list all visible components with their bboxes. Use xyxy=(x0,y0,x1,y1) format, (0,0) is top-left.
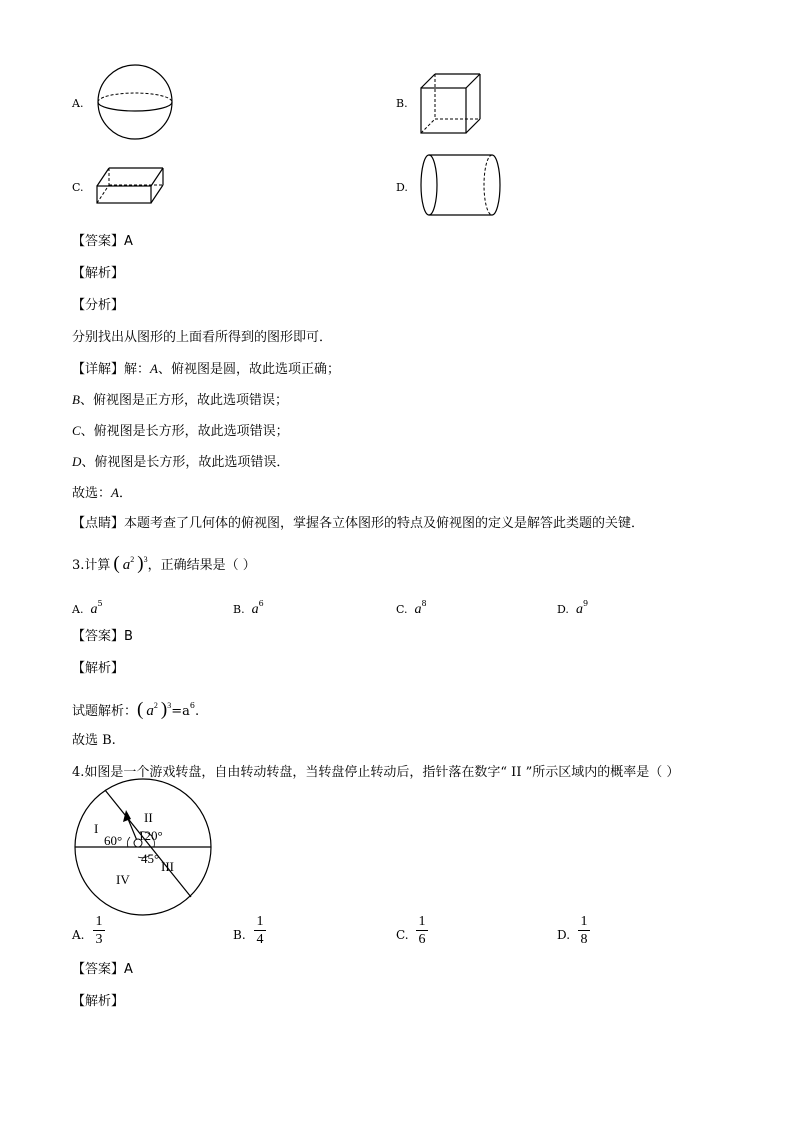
cuboid-icon xyxy=(96,167,166,205)
q3-option-c xyxy=(396,596,427,618)
q4-option-a-fraction xyxy=(92,914,106,947)
fraction-bar xyxy=(416,930,428,931)
choose-pre: 故选： xyxy=(72,486,112,501)
q3-analysis-label: 【解析】 xyxy=(72,661,125,676)
detail-text-d: 、俯视图是长方形，故此选项错误． xyxy=(81,455,290,470)
q3-option-c-letter: C. xyxy=(396,603,408,616)
angle-arc-60 xyxy=(127,837,130,847)
answer-label: 【答案】 xyxy=(72,234,125,249)
q2-analysis-label: 【解析】 xyxy=(72,266,125,281)
q4-option-b-den: 4 xyxy=(256,932,264,947)
q3-solution xyxy=(72,698,199,720)
q3-stem-post: ，正确结果是（ ） xyxy=(147,558,256,573)
region-label-iv: IV xyxy=(116,872,130,887)
dianjing-text: 本题考查了几何体的俯视图，掌握各立体图形的特点及俯视图的定义是解答此类题的关键． xyxy=(124,516,645,531)
q3-solution-exp: 6 xyxy=(189,701,195,710)
q3-option-d-letter: D. xyxy=(557,603,569,616)
q4-option-b-fraction xyxy=(253,914,267,947)
q4-answer-value: A xyxy=(124,962,133,977)
q4-analysis-label: 【解析】 xyxy=(72,994,125,1009)
fraction-bar xyxy=(254,930,266,931)
choose-post: ． xyxy=(118,486,132,501)
q3-solution-end: . xyxy=(194,704,200,719)
q2-dianjing xyxy=(72,516,644,532)
q3-solution-pre: 试题解析： xyxy=(72,704,138,719)
option-a-letter: A. xyxy=(72,97,84,110)
spinner-diagram xyxy=(74,788,214,908)
dianjing-label: 【点睛】 xyxy=(72,516,125,531)
cube-icon xyxy=(420,73,482,135)
q3-option-a xyxy=(72,596,103,618)
q3-option-a-exp: 5 xyxy=(97,599,103,608)
region-label-ii: II xyxy=(144,810,153,825)
q4-option-b-letter: B. xyxy=(233,928,246,942)
q3-answer-value: B xyxy=(124,629,133,644)
q4-option-a-letter: A. xyxy=(72,928,85,942)
q3-answer-label: 【答案】 xyxy=(72,629,125,644)
detail-text-b: 、俯视图是正方形，故此选项错误； xyxy=(79,393,288,408)
detail-label: 【详解】 xyxy=(72,362,125,377)
q3-option-b-base: a xyxy=(251,602,259,617)
q3-stem xyxy=(72,552,256,574)
detail-var-b: B xyxy=(72,392,80,407)
q3-option-a-base: a xyxy=(90,602,98,617)
fraction-bar xyxy=(93,930,105,931)
q3-solution-expr: ( $a^2$ )$^3$ xyxy=(137,699,172,720)
q3-option-d-exp: 9 xyxy=(582,599,589,608)
q4-option-d-fraction xyxy=(577,914,591,947)
q3-option-d xyxy=(557,596,588,618)
q3-option-b-exp: 6 xyxy=(258,599,264,608)
q3-option-c-exp: 8 xyxy=(421,599,427,608)
option-b-letter: B. xyxy=(396,97,408,110)
detail-text-c: 、俯视图是长方形，故此选项错误； xyxy=(80,424,289,439)
q4-option-c-fraction xyxy=(415,914,429,947)
q4-option-c-den: 6 xyxy=(418,932,426,947)
detail-var-c: C xyxy=(72,423,81,438)
q2-fenxi-text: 分别找出从图形的上面看所得到的图形即可． xyxy=(72,330,333,345)
q4-option-c-letter: C. xyxy=(396,928,409,942)
angle-label-120: 120° xyxy=(138,828,163,843)
q2-detail-line1 xyxy=(72,361,340,378)
q2-detail-line3 xyxy=(72,423,289,440)
detail-text-a: 、俯视图是圆，故此选项正确； xyxy=(157,362,340,377)
q3-option-d-base: a xyxy=(575,602,583,617)
q4-option-d-letter: D. xyxy=(557,928,571,942)
q3-choose: 故选 B. xyxy=(72,733,116,748)
choose-var: A xyxy=(111,485,119,500)
detail-pre: 解： xyxy=(124,362,151,377)
q3-option-b xyxy=(233,596,264,618)
answer-value: A xyxy=(124,234,133,249)
q3-option-b-letter: B. xyxy=(233,603,245,616)
q2-detail-line4 xyxy=(72,454,289,471)
q4-option-d-den: 8 xyxy=(580,932,588,947)
q2-detail-line2 xyxy=(72,392,288,409)
q2-choose xyxy=(72,485,132,502)
sphere-icon xyxy=(97,64,177,144)
q4-option-c-num: 1 xyxy=(418,914,426,929)
q3-solution-post: =a xyxy=(171,704,190,719)
region-label-iii: III xyxy=(161,859,174,874)
option-d-letter: D. xyxy=(396,181,408,194)
q4-option-d-num: 1 xyxy=(580,914,588,929)
q4-option-a-den: 3 xyxy=(95,932,103,947)
q3-option-c-base: a xyxy=(414,602,422,617)
detail-var-d: D xyxy=(72,454,82,469)
q4-answer xyxy=(72,962,133,978)
q2-fenxi-label: 【分析】 xyxy=(72,298,125,313)
angle-label-45: 45° xyxy=(141,851,160,866)
q4-option-a-num: 1 xyxy=(95,914,103,929)
q2-answer xyxy=(72,234,133,250)
angle-label-60: 60° xyxy=(104,833,123,848)
q3-stem-pre: 3.计算 xyxy=(72,558,111,573)
fraction-bar xyxy=(578,930,590,931)
q3-option-a-letter: A. xyxy=(72,603,84,616)
detail-var-a: A xyxy=(150,361,158,376)
q3-expression: ( $a^2$ )$^3$ xyxy=(113,553,148,574)
region-label-i: I xyxy=(94,821,99,836)
q4-stem: 4.如图是一个游戏转盘，自由转动转盘，当转盘停止转动后，指针落在数字“ II ”所示区域内的概率是（ ） xyxy=(72,765,680,780)
q4-option-b-num: 1 xyxy=(256,914,264,929)
q3-answer xyxy=(72,629,133,645)
cylinder-icon xyxy=(420,154,502,218)
option-c-letter: C. xyxy=(72,181,84,194)
q4-answer-label: 【答案】 xyxy=(72,962,125,977)
